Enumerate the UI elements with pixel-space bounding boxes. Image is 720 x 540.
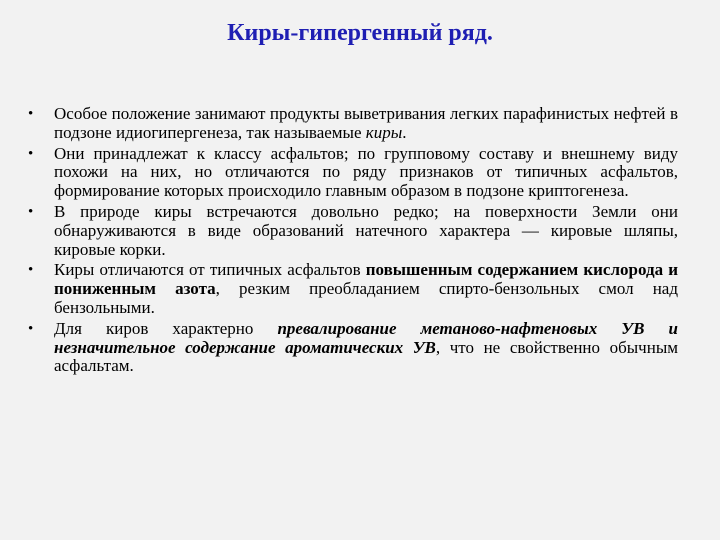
- bullet-list: [28, 105, 678, 378]
- bullet-item: [28, 203, 678, 259]
- bullet-icon: •: [28, 320, 34, 337]
- bullet-text: Киры отличаются от типичных асфальтов: [54, 260, 366, 280]
- bullet-item: [28, 105, 678, 143]
- slide-title: Киры-гипергенный ряд.: [227, 20, 493, 46]
- bullet-item: [28, 320, 678, 376]
- bullet-text: Для киров характерно: [54, 318, 278, 338]
- bullet-text: , резким преобладанием спирто-бензольных смол над бензольными.: [54, 279, 678, 317]
- bullet-text: , что не свойственно обычным асфальтам.: [54, 337, 678, 376]
- bullet-text-bold: повышенным содержанием кислорода и пониженным азота: [54, 260, 678, 299]
- bullet-text-italic: киры: [365, 122, 403, 142]
- bullet-icon: •: [28, 262, 34, 279]
- bullet-text-italic: превалирование метаново-нафтеновых УВ и незначительное содержание ароматических УВ: [54, 318, 678, 357]
- bullet-item: [28, 145, 678, 201]
- bullet-text: .: [402, 122, 407, 142]
- bullet-text: Особое положение занимают продукты выветривания легких парафинистых нефтей в подзоне идиогипергенеза, так называемые: [54, 104, 678, 142]
- bullet-icon: •: [28, 106, 34, 122]
- bullet-text: В природе киры встречаются довольно редко; на поверхности Земли они обнаруживаются в виде образований натечного характера — кировые шляпы, кировые корки.: [54, 201, 678, 259]
- bullet-icon: •: [28, 203, 34, 220]
- bullet-item: [28, 261, 678, 317]
- bullet-icon: •: [28, 145, 34, 162]
- bullet-text: Они принадлежат к классу асфальтов; по групповому составу и внешнему виду похожи на них, но отличаются по ряду признаков от типичных асфальтов, формирование которых происходило главным образом в подзоне криптогенеза.: [54, 143, 678, 201]
